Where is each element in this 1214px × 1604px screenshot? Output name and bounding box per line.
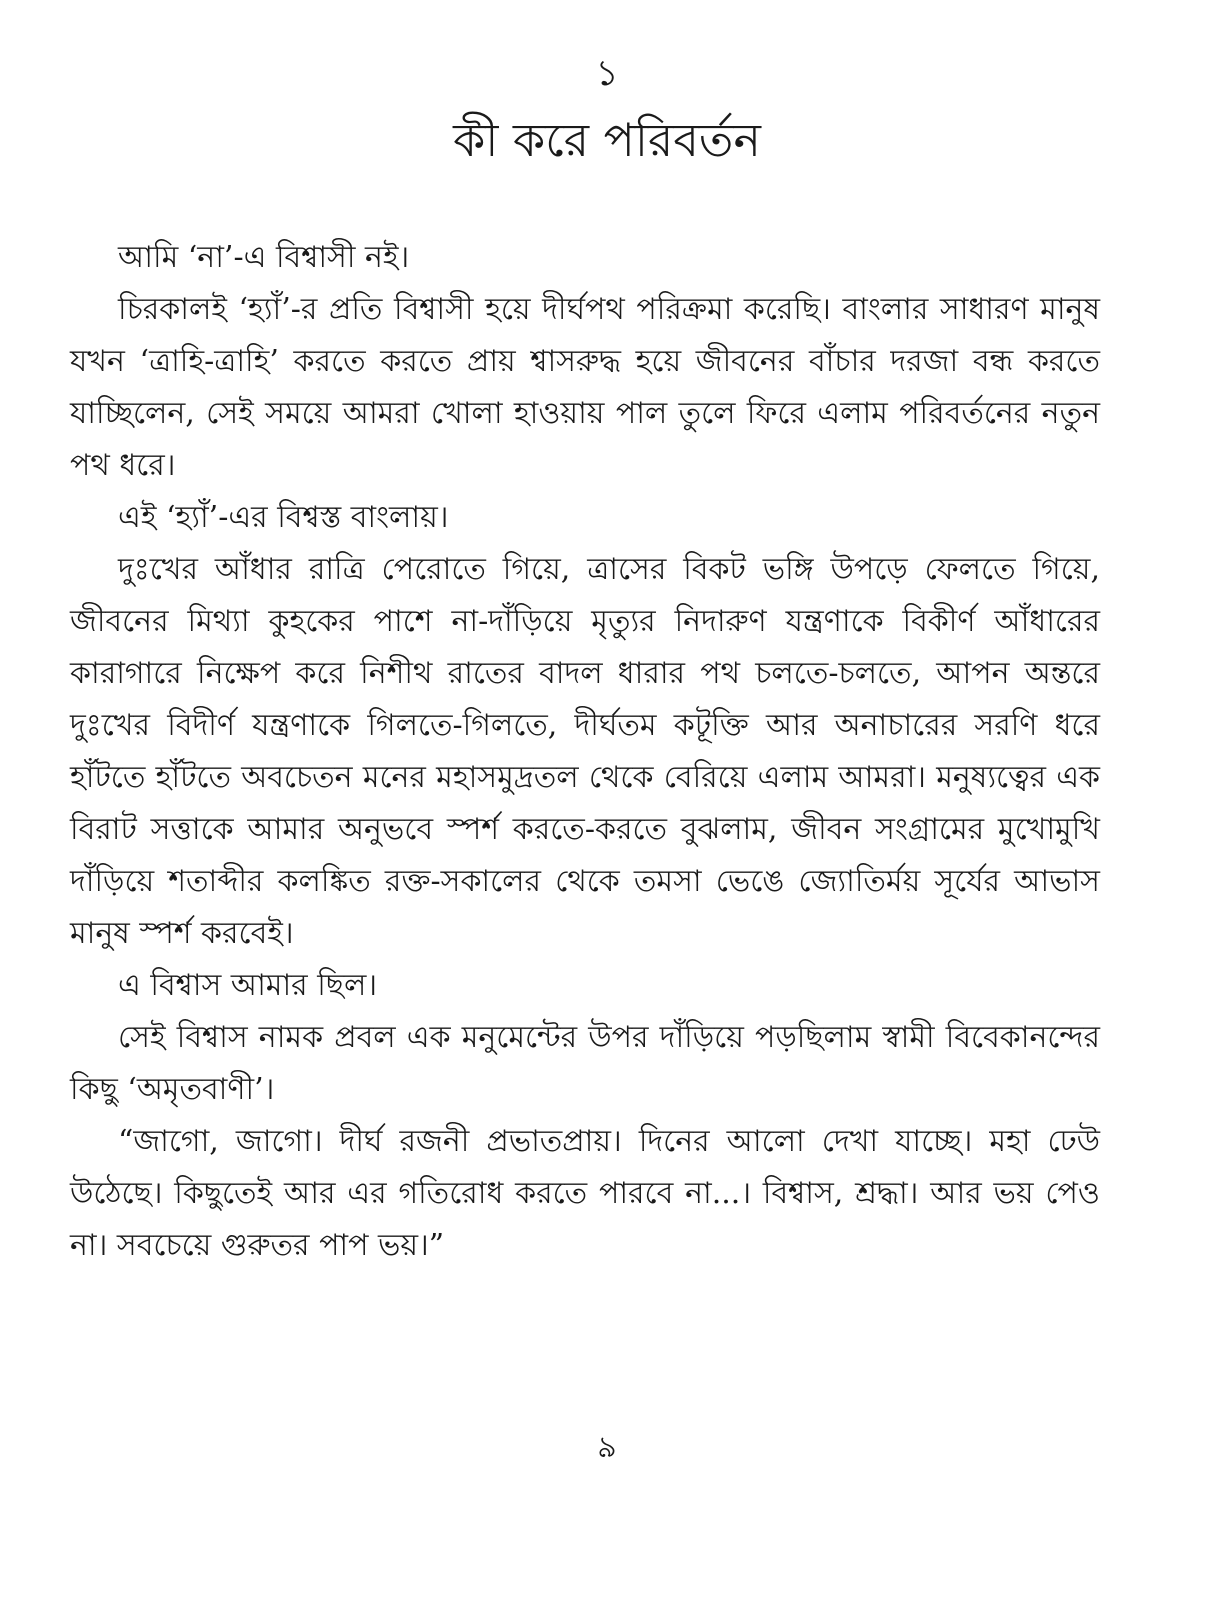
body-text bbox=[70, 232, 1100, 1272]
paragraph: আমি ‘না’-এ বিশ্বাসী নই। bbox=[118, 240, 410, 275]
quote-paragraph: “জাগো, জাগো। দীর্ঘ রজনী প্রভাতপ্রায়। দিনের আলো দেখা যাচ্ছে। মহা ঢেউ উঠেছে। কিছুতেই আর এর গতিরোধ করতে পারবে না...। বিশ্বাস, শ্রদ্ধা। আর ভয় পেও না। সবচেয়ে গুরুতর পাপ ভয়।” bbox=[70, 1124, 1100, 1263]
chapter-number: ১ bbox=[595, 53, 619, 94]
paragraph: দুঃখের আঁধার রাত্রি পেরোতে গিয়ে, ত্রাসের বিকট ভঙ্গি উপড়ে ফেলতে গিয়ে, জীবনের মিথ্যা কুহকের পাশে না-দাঁড়িয়ে মৃত্যুর নিদারুণ যন্ত্রণাকে বিকীর্ণ আঁধারের কারাগারে নিক্ষেপ করে নিশীথ রাতের বাদল ধারার পথ চলতে-চলতে, আপন অন্তরে দুঃখের বিদীর্ণ যন্ত্রণাকে গিলতে-গিলতে, দীর্ঘতম কটূক্তি আর অনাচারের সরণি ধরে হাঁটতে হাঁটতে অবচেতন মনের মহাসমুদ্রতল থেকে বেরিয়ে এলাম আমরা। মনুষ্যত্বের এক বিরাট সত্তাকে আমার অনুভবে স্পর্শ করতে-করতে বুঝলাম, জীবন সংগ্রামের মুখোমুখি দাঁড়িয়ে শতাব্দীর কলঙ্কিত রক্ত-সকালের থেকে তমসা ভেঙে জ্যোতির্ময় সূর্যের আভাস মানুষ স্পর্শ করবেই। bbox=[70, 552, 1100, 951]
paragraph: এই ‘হ্যাঁ’-এর বিশ্বস্ত বাংলায়। bbox=[118, 500, 449, 535]
paragraph: সেই বিশ্বাস নামক প্রবল এক মনুমেন্টের উপর দাঁড়িয়ে পড়ছিলাম স্বামী বিবেকানন্দের কিছু ‘অমৃতবাণী’। bbox=[70, 1020, 1100, 1107]
paragraph: এ বিশ্বাস আমার ছিল। bbox=[118, 968, 378, 1003]
paragraph: চিরকালই ‘হ্যাঁ’-র প্রতি বিশ্বাসী হয়ে দীর্ঘপথ পরিক্রমা করেছি। বাংলার সাধারণ মানুষ যখন ‘ত্রাহি-ত্রাহি’ করতে করতে প্রায় শ্বাসরুদ্ধ হয়ে জীবনের বাঁচার দরজা বন্ধ করতে যাচ্ছিলেন, সেই সময়ে আমরা খোলা হাওয়ায় পাল তুলে ফিরে এলাম পরিবর্তনের নতুন পথ ধরে। bbox=[70, 292, 1100, 483]
chapter-title: কী করে পরিবর্তন bbox=[453, 113, 761, 167]
page-number: ৯ bbox=[597, 1430, 617, 1465]
